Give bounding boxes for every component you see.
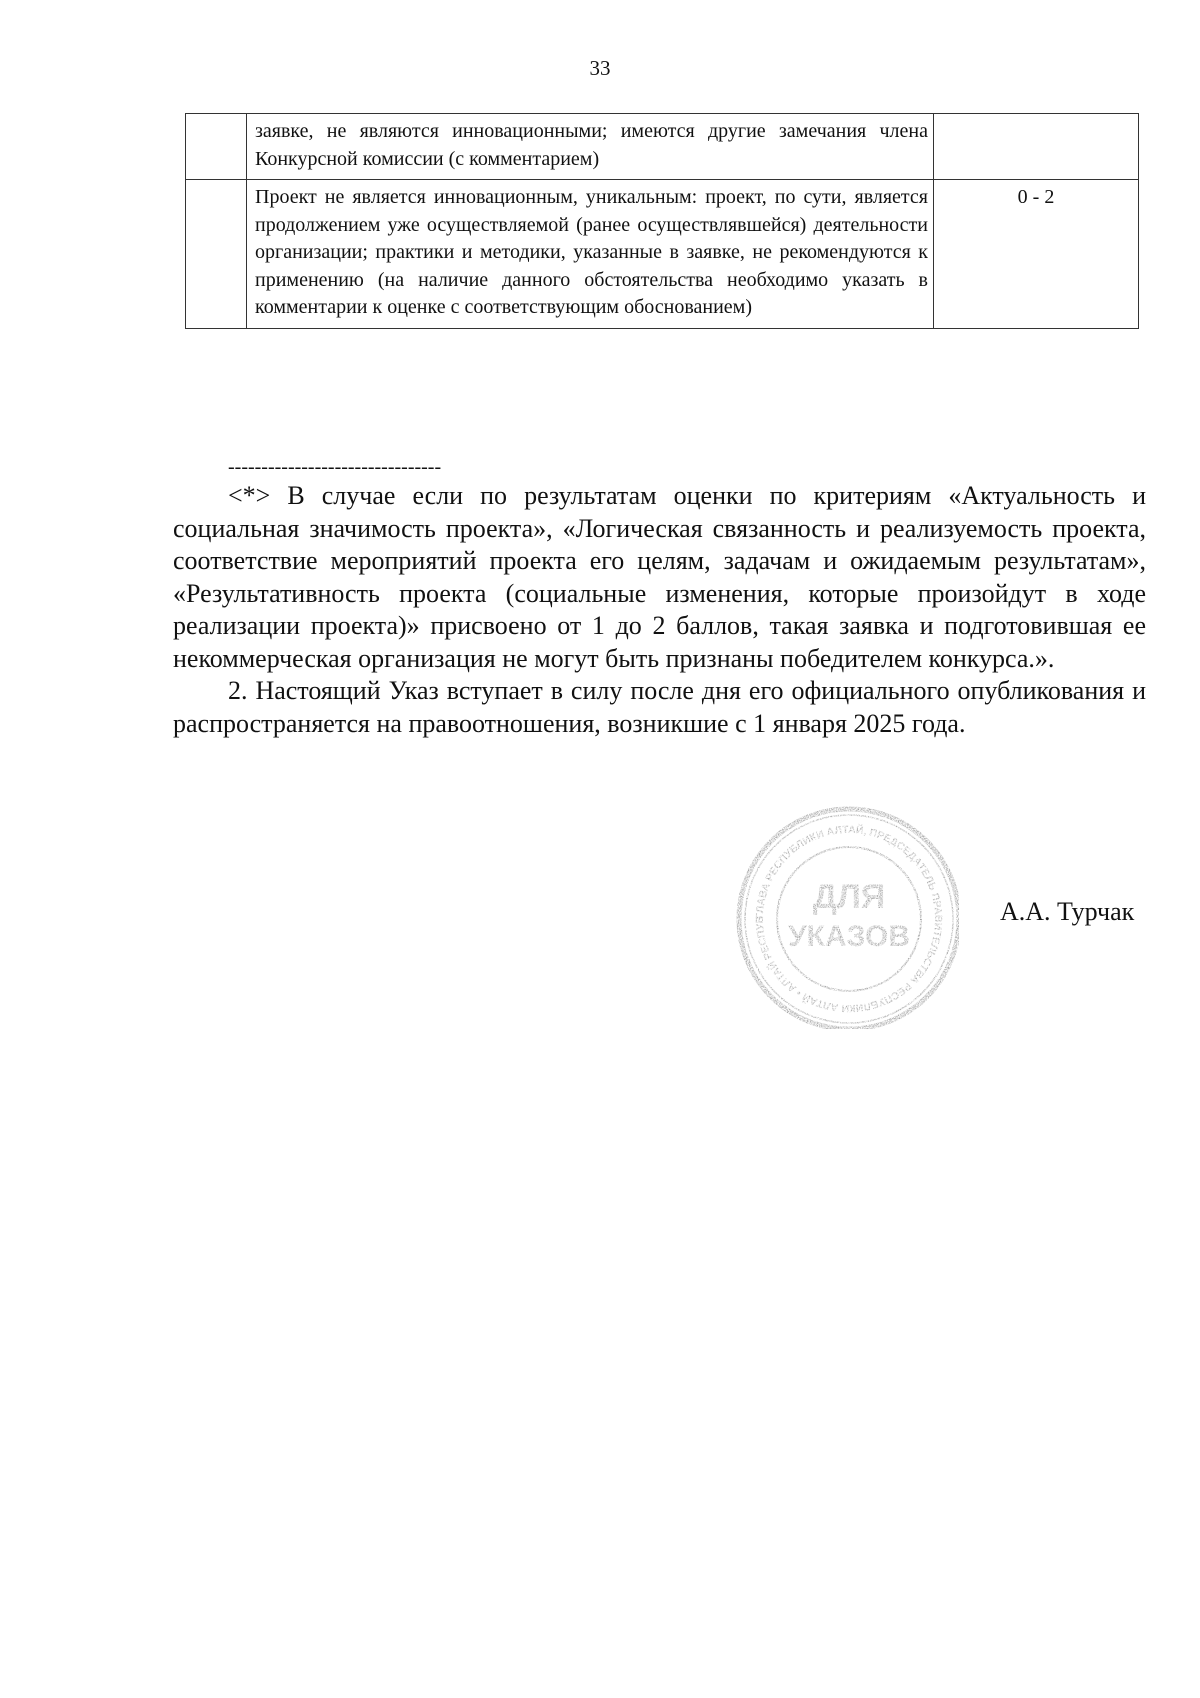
table-cell-score: 0 - 2 <box>934 180 1139 329</box>
criteria-table <box>185 113 1139 329</box>
decree-clause-paragraph: 2. Настоящий Указ вступает в силу после дня его официального опубликования и распространяется на правоотношения, возникшие с 1 января 2025 года. <box>173 676 1146 738</box>
document-body <box>173 454 1146 740</box>
seal-center-line-1: ДЛЯ <box>812 878 886 916</box>
table-cell-criterion: заявке, не являются инновационными; имеются другие замечания члена Конкурсной комиссии (с комментарием) <box>247 114 934 180</box>
footnote-separator: -------------------------------- <box>228 456 442 478</box>
table-cell-number <box>186 114 247 180</box>
table-cell-number <box>186 180 247 329</box>
seal-ring-text: ГЛАВА РЕСПУБЛИКИ АЛТАЙ, ПРЕДСЕДАТЕЛЬ ПРАВИТЕЛЬСТВА РЕСПУБЛИКИ АЛТАЙ • АЛТАЙ РЕСПУБ <box>753 823 945 1015</box>
seal-outer-ring <box>739 809 959 1029</box>
footnote-paragraph: <*> В случае если по результатам оценки по критериям «Актуальность и социальная значимость проекта», «Логическая связанность и реализуемость проекта, соответствие мероприятий проекта его целям, задачам и ожидаемым результатам», «Результативность проекта (социальные изменения, которые произойдут в ходе реализации проекта)» присвоено от 1 до 2 баллов, такая заявка и подготовившая ее некоммерческая организация не могут быть признаны победителем конкурса.». <box>173 481 1146 673</box>
table-row <box>186 114 1139 180</box>
signatory-name: А.А. Турчак <box>1000 897 1135 926</box>
official-seal <box>734 804 964 1034</box>
table-cell-criterion: Проект не является инновационным, уникальным: проект, по сути, является продолжением уже осуществляемой (ранее осуществлявшейся) деятельности организации; практики и методики, указанные в заявке, не рекомендуются к применению (на наличие данного обстоятельства необходимо указать в комментарии к оценке с соответствующим обоснованием) <box>247 180 934 329</box>
table-cell-score <box>934 114 1139 180</box>
seal-inner-ring <box>777 847 921 991</box>
table-row <box>186 180 1139 329</box>
page-number: 33 <box>589 56 611 80</box>
seal-center-line-2: УКАЗОВ <box>787 920 911 953</box>
seal-graphic <box>734 804 964 1034</box>
